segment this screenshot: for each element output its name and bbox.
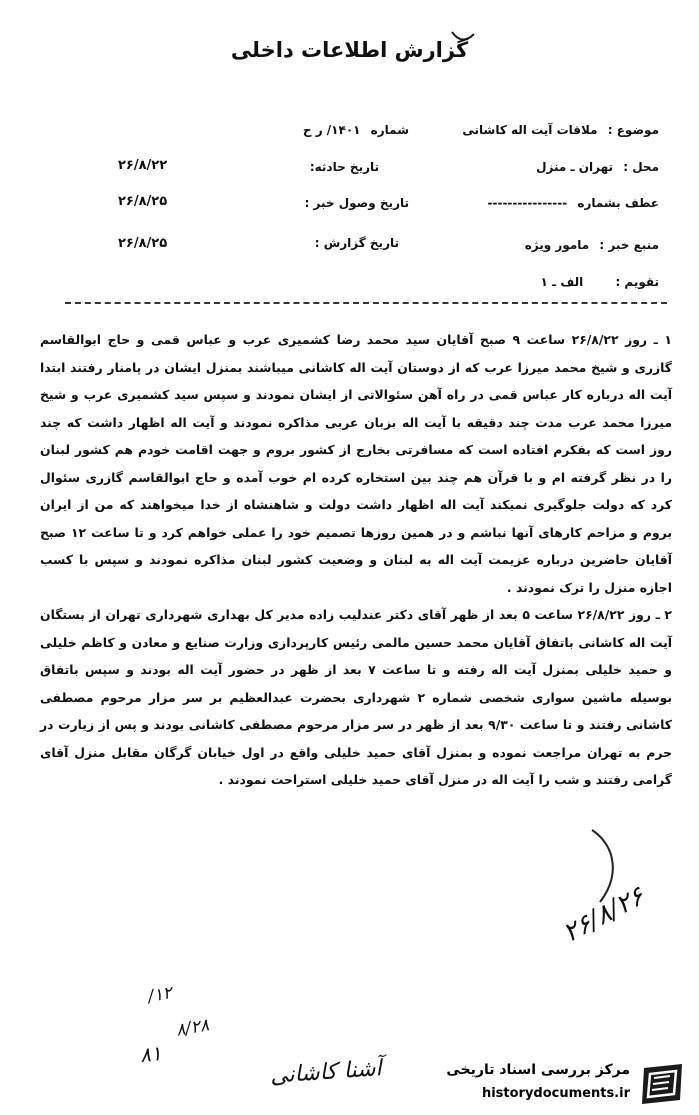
document-title: گزارش اطلاعات داخلی xyxy=(230,38,469,62)
number-value: ۱۴۰۱/ ر ح xyxy=(302,123,361,137)
received-date-value: ۲۶/۸/۲۵ xyxy=(118,194,168,209)
rating-value: الف ـ ۱ xyxy=(540,275,584,289)
received-date-label: تاریخ وصول خبر : xyxy=(304,196,409,210)
watermark-url: historydocuments.ir xyxy=(481,1086,630,1101)
subject-label: موضوع : xyxy=(607,123,659,137)
location-field xyxy=(536,160,659,174)
handwritten-note-1: /۱۲ xyxy=(146,983,174,1007)
handwritten-note-2: ۸/۲۸ xyxy=(174,1015,211,1041)
paragraph-1: ۱ ـ روز ۲۶/۸/۲۲ ساعت ۹ صبح آقایان سید محمد رضا کشمیری عرب و عباس قمی و حاج ابوالقاسم گازری و شیخ محمد میرزا عرب که از دوستان آیت اله کاشانی میباشند بمنزل ایشان در پامنار رفتند ابتدا آیت اله درباره کار عباس قمی در راه آهن سئوالاتی از ایشان نمودند و سپس سید کشمیری عرب و شیخ میرزا محمد عرب مدت چند دقیقه با آیت اله بزبان عربی مذاکره نمودند و آیت اله اظهار داشت که چند روز است که بفکرم افتاده است که مسافرتی بخارج از کشور بروم و جهت اقامت خودم هم کشور لبنان را در نظر گرفته ام و با قرآن هم چند بین استخاره کرده ام خوب آمده و حاج ابوالقاسم گازری سئوال کرد که دولت جلوگیری نمیکند آیت اله اظهار داشت دولت و شاهنشاه از خدا میخواهند که من از ایران بروم و مزاحم کارهای آنها نباشم و در همین روزها تصمیم خود را عملی خواهم کرد و تا ساعت ۱۲ صبح آقایان حاضرین درباره عزیمت آیت اله به لبنان و وضعیت کشور لبنان مذاکره نمودند و سپس با کسب اجازه منزل را ترک نمودند . xyxy=(40,332,673,595)
watermark-title: مرکز بررسی اسناد تاریخی xyxy=(446,1062,630,1078)
report-date-value: ۲۶/۸/۲۵ xyxy=(118,236,168,251)
archive-emblem-icon xyxy=(638,1060,688,1108)
rating-field xyxy=(541,275,659,289)
handwritten-note-3: ۸۱ xyxy=(138,1040,163,1068)
subject-field xyxy=(462,123,659,137)
reference-field xyxy=(488,196,660,210)
reference-value: ---------------- xyxy=(487,196,568,210)
subject-value: ملاقات آیت اله کاشانی xyxy=(462,123,598,137)
rating-label: تقویم : xyxy=(615,275,659,289)
source-field xyxy=(525,238,659,252)
report-body xyxy=(40,326,672,794)
location-value: تهران ـ منزل xyxy=(536,160,614,174)
location-label: محل : xyxy=(623,160,659,174)
reference-label: عطف بشماره xyxy=(577,196,659,210)
event-date-value: ۲۶/۸/۲۲ xyxy=(118,158,168,173)
source-label: منبع خبر : xyxy=(599,238,659,252)
handwritten-margin-date: ۲۶/۸/۲۶ xyxy=(558,881,650,949)
source-value: مامور ویژه xyxy=(524,238,590,252)
report-date-label: تاریخ گزارش : xyxy=(314,236,399,250)
event-date-label: تاریخ حادثه: xyxy=(309,160,379,174)
paragraph-2: ۲ ـ روز ۲۶/۸/۲۲ ساعت ۵ بعد از ظهر آقای دکتر عندلیب زاده مدیر کل بهداری شهرداری تهران از بستگان آیت اله کاشانی باتفاق آقایان محمد حسین مالمی رئیس کارپردازی وزارت صنایع و معادن و کاظم خلیلی و حمید خلیلی بمنزل آیت اله رفته و تا ساعت ۷ بعد از ظهر در حضور آیت اله بودند و سپس باتفاق بوسیله ماشین سواری شخصی شماره ۲ شهرداری بحضرت عبدالعظیم بر سر مزار مرحوم مصطفی کاشانی رفتند و تا ساعت ۹/۳۰ بعد از ظهر در سر مزار مرحوم مصطفی کاشانی بودند و پس از زیارت در حرم به تهران مراجعت نموده و بمنزل آقای حمید خلیلی واقع در اول خیابان گرگان مقابل منزل آقای گرامی رفتند و شب را آیت اله در منزل آقای حمید خلیلی استراحت نمودند . xyxy=(40,607,672,787)
number-field xyxy=(303,123,409,137)
signature: آشنا کاشانی xyxy=(269,1056,383,1089)
handwritten-stroke-icon xyxy=(586,826,626,906)
watermark-logo xyxy=(420,1058,690,1110)
header-divider xyxy=(65,302,667,304)
number-label: شماره xyxy=(370,123,409,137)
